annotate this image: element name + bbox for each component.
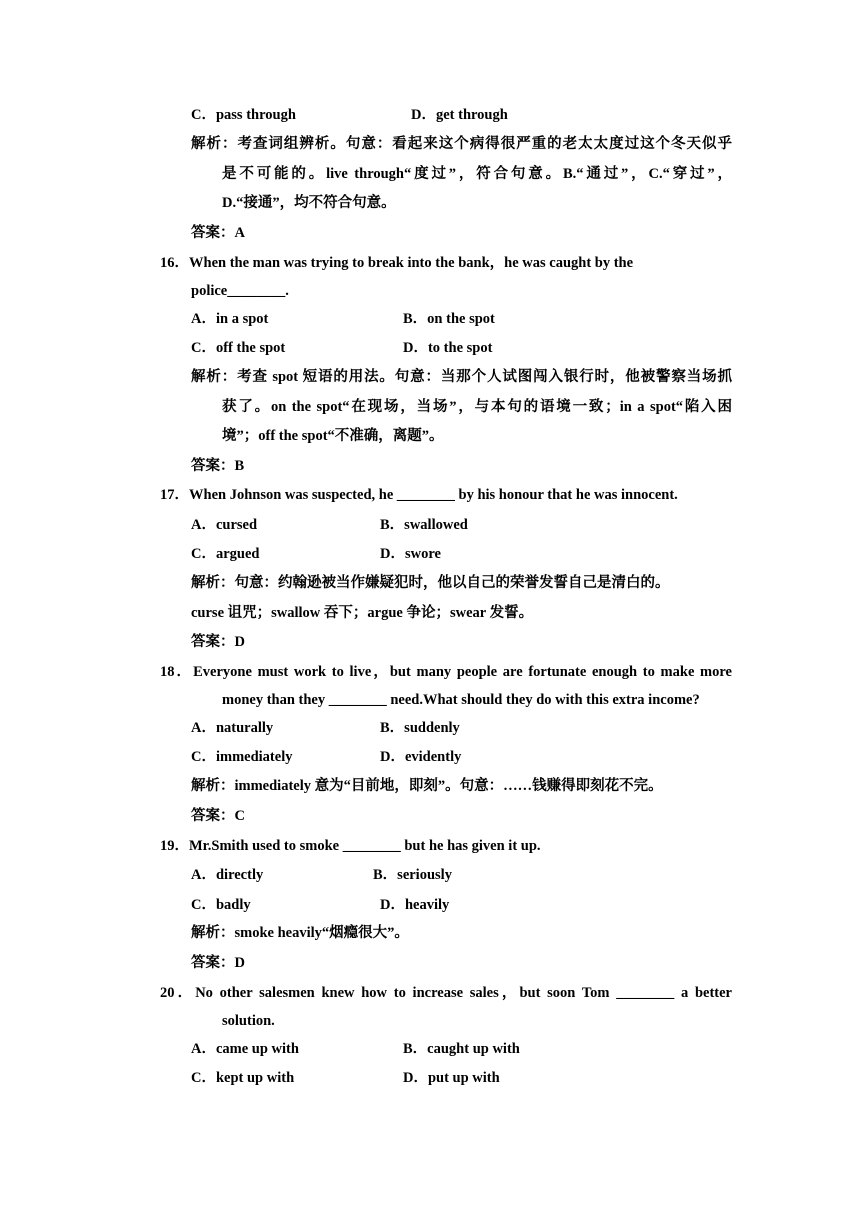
q17-option-d: D．swore [380, 546, 441, 562]
q18-explanation-line-1: 解析：immediately 意为“目前地，即刻”。句意：……钱赚得即刻花不完。 [191, 778, 663, 794]
q20-option-a: A．came up with [191, 1041, 299, 1057]
q15-explanation-line-1: 解析：考查词组辨析。句意：看起来这个病得很严重的老太太度过这个冬天似乎 [191, 136, 732, 152]
q15-option-d: D．get through [411, 107, 508, 123]
q18-option-b: B．suddenly [380, 720, 460, 736]
q16-option-d: D．to the spot [403, 340, 493, 356]
q18-option-c: C．immediately [191, 749, 293, 765]
q16-explanation-line-3: 境”；off the spot“不准确，离题”。 [222, 428, 444, 444]
q20-option-d: D．put up with [403, 1070, 500, 1086]
q16-option-c: C．off the spot [191, 340, 286, 356]
q17-explanation-line-1: 解析：句意：约翰逊被当作嫌疑犯时，他以自己的荣誉发誓自己是清白的。 [191, 575, 670, 591]
q18-stem-line-1: 18．Everyone must work to live，but many people are fortunate enough to make more [160, 664, 732, 680]
q20-stem-line-1: 20．No other salesmen knew how to increase sales，but soon Tom ________ a better [160, 985, 732, 1001]
q19-explanation-line-1: 解析：smoke heavily“烟瘾很大”。 [191, 925, 409, 941]
q17-option-a: A．cursed [191, 517, 258, 533]
q16-stem-line-1: 16．When the man was trying to break into the bank，he was caught by the [160, 255, 634, 271]
q15-explanation-line-2: 是不可能的。live through“度过”，符合句意。B.“通过”，C.“穿过”， [222, 166, 732, 182]
q16-option-b: B．on the spot [403, 311, 495, 327]
q15-option-c: C．pass through [191, 107, 296, 123]
q19-option-d: D．heavily [380, 897, 450, 913]
q16-answer: 答案：B [191, 458, 245, 474]
q19-option-c: C．badly [191, 897, 251, 913]
q16-option-a: A．in a spot [191, 311, 269, 327]
q19-option-a: A．directly [191, 867, 264, 883]
q19-option-b: B．seriously [373, 867, 452, 883]
q17-option-c: C．argued [191, 546, 260, 562]
q17-option-b: B．swallowed [380, 517, 468, 533]
q20-option-b: B．caught up with [403, 1041, 520, 1057]
q20-option-c: C．kept up with [191, 1070, 295, 1086]
q20-stem-line-2: solution. [222, 1013, 275, 1029]
q19-stem-line-1: 19．Mr.Smith used to smoke ________ but he has given it up. [160, 838, 541, 854]
q18-stem-line-2: money than they ________ need.What should they do with this extra income? [222, 692, 700, 708]
q18-option-d: D．evidently [380, 749, 462, 765]
q16-explanation-line-1: 解析：考查 spot 短语的用法。句意：当那个人试图闯入银行时，他被警察当场抓 [191, 369, 732, 385]
q19-answer: 答案：D [191, 955, 245, 971]
q15-explanation-line-3: D.“接通”，均不符合句意。 [222, 195, 396, 211]
q16-stem-line-2: police________. [191, 283, 289, 299]
q16-explanation-line-2: 获了。on the spot“在现场，当场”，与本句的语境一致；in a spot“陷入困 [222, 399, 732, 415]
q17-explanation-line-2: curse 诅咒；swallow 吞下；argue 争论；swear 发誓。 [191, 605, 534, 621]
q18-answer: 答案：C [191, 808, 245, 824]
q18-option-a: A．naturally [191, 720, 274, 736]
q17-stem-line-1: 17．When Johnson was suspected, he ________ by his honour that he was innocent. [160, 487, 678, 503]
q17-answer: 答案：D [191, 634, 245, 650]
q15-answer: 答案：A [191, 225, 245, 241]
